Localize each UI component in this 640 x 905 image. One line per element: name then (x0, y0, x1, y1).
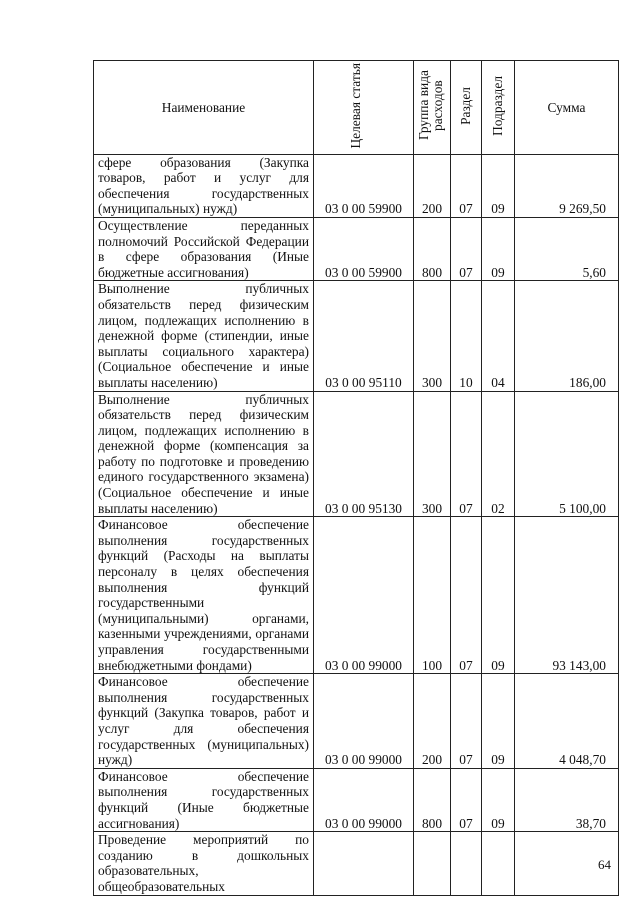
row-sum: 38,70 (515, 768, 619, 831)
row-code: 03 0 00 59900 (314, 154, 414, 217)
row-sum: 5 100,00 (515, 391, 619, 517)
row-group: 300 (414, 391, 451, 517)
table-row (94, 674, 619, 769)
row-section: 07 (451, 391, 482, 517)
row-group: 200 (414, 154, 451, 217)
row-subsection: 09 (482, 517, 515, 674)
table-row (94, 391, 619, 517)
row-code: 03 0 00 95110 (314, 281, 414, 391)
table-row (94, 154, 619, 217)
row-section: 07 (451, 674, 482, 769)
row-subsection (482, 832, 515, 895)
row-name: Выполнение публичных обязательств перед физическим лицом, подлежащих исполнению в денежной форме (стипендии, иные выплаты социального характера) (Социальное обеспечение и иные выплаты населению) (94, 281, 314, 391)
row-code: 03 0 00 95130 (314, 391, 414, 517)
row-subsection: 09 (482, 768, 515, 831)
row-sum: 4 048,70 (515, 674, 619, 769)
row-section: 07 (451, 517, 482, 674)
header-subsection (482, 61, 515, 155)
row-section: 10 (451, 281, 482, 391)
row-group: 800 (414, 217, 451, 280)
table-header-row (94, 61, 619, 155)
header-expense-group (414, 61, 451, 155)
row-code (314, 832, 414, 895)
row-name: Финансовое обеспечение выполнения государственных функций (Закупка товаров, работ и услуг для обеспечения государственных (муниципальных) нужд) (94, 674, 314, 769)
header-section (451, 61, 482, 155)
row-sum: 186,00 (515, 281, 619, 391)
row-section (451, 832, 482, 895)
table-row (94, 832, 619, 895)
row-group: 100 (414, 517, 451, 674)
row-subsection: 09 (482, 154, 515, 217)
header-target-article-label: Целевая статья (347, 62, 363, 149)
row-name: Финансовое обеспечение выполнения государственных функций (Иные бюджетные ассигнования) (94, 768, 314, 831)
row-sum: 9 269,50 (515, 154, 619, 217)
row-group: 800 (414, 768, 451, 831)
row-group: 300 (414, 281, 451, 391)
row-name: сфере образования (Закупка товаров, работ и услуг для обеспечения государственных (муниципальных) нужд) (94, 154, 314, 217)
table-row (94, 768, 619, 831)
row-section: 07 (451, 768, 482, 831)
row-name: Выполнение публичных обязательств перед физическим лицом, подлежащих исполнению в денежной форме (компенсация за работу по подготовке и проведению единого государственного экзамена) (Социальное обеспечение и иные выплаты населению) (94, 391, 314, 517)
table-row (94, 517, 619, 674)
row-group: 200 (414, 674, 451, 769)
row-code: 03 0 00 59900 (314, 217, 414, 280)
header-subsection-label: Подраздел (490, 75, 505, 136)
row-section: 07 (451, 217, 482, 280)
row-code: 03 0 00 99000 (314, 517, 414, 674)
page-number: 64 (598, 857, 611, 872)
row-name: Проведение мероприятий по созданию в дошкольных образовательных, общеобразовательных (94, 832, 314, 895)
header-sum: Сумма (515, 61, 619, 155)
row-name: Финансовое обеспечение выполнения государственных функций (Расходы на выплаты персоналу в целях обеспечения выполнения функций государственными (муниципальными) органами, казенными учреждениями, органами управления государственными внебюджетными фондами) (94, 517, 314, 674)
table-row (94, 281, 619, 391)
header-section-label: Раздел (458, 86, 473, 125)
header-target-article (314, 61, 414, 155)
row-subsection: 04 (482, 281, 515, 391)
row-subsection: 09 (482, 217, 515, 280)
row-subsection: 02 (482, 391, 515, 517)
header-expense-group-label: Группа вида расходов (416, 70, 445, 141)
row-code: 03 0 00 99000 (314, 674, 414, 769)
row-group (414, 832, 451, 895)
row-code: 03 0 00 99000 (314, 768, 414, 831)
row-section: 07 (451, 154, 482, 217)
budget-table (93, 60, 619, 896)
row-sum: 93 143,00 (515, 517, 619, 674)
row-name: Осуществление переданных полномочий Российской Федерации в сфере образования (Иные бюджетные ассигнования) (94, 217, 314, 280)
table-row (94, 217, 619, 280)
row-sum: 5,60 (515, 217, 619, 280)
row-subsection: 09 (482, 674, 515, 769)
header-name: Наименование (94, 61, 314, 155)
